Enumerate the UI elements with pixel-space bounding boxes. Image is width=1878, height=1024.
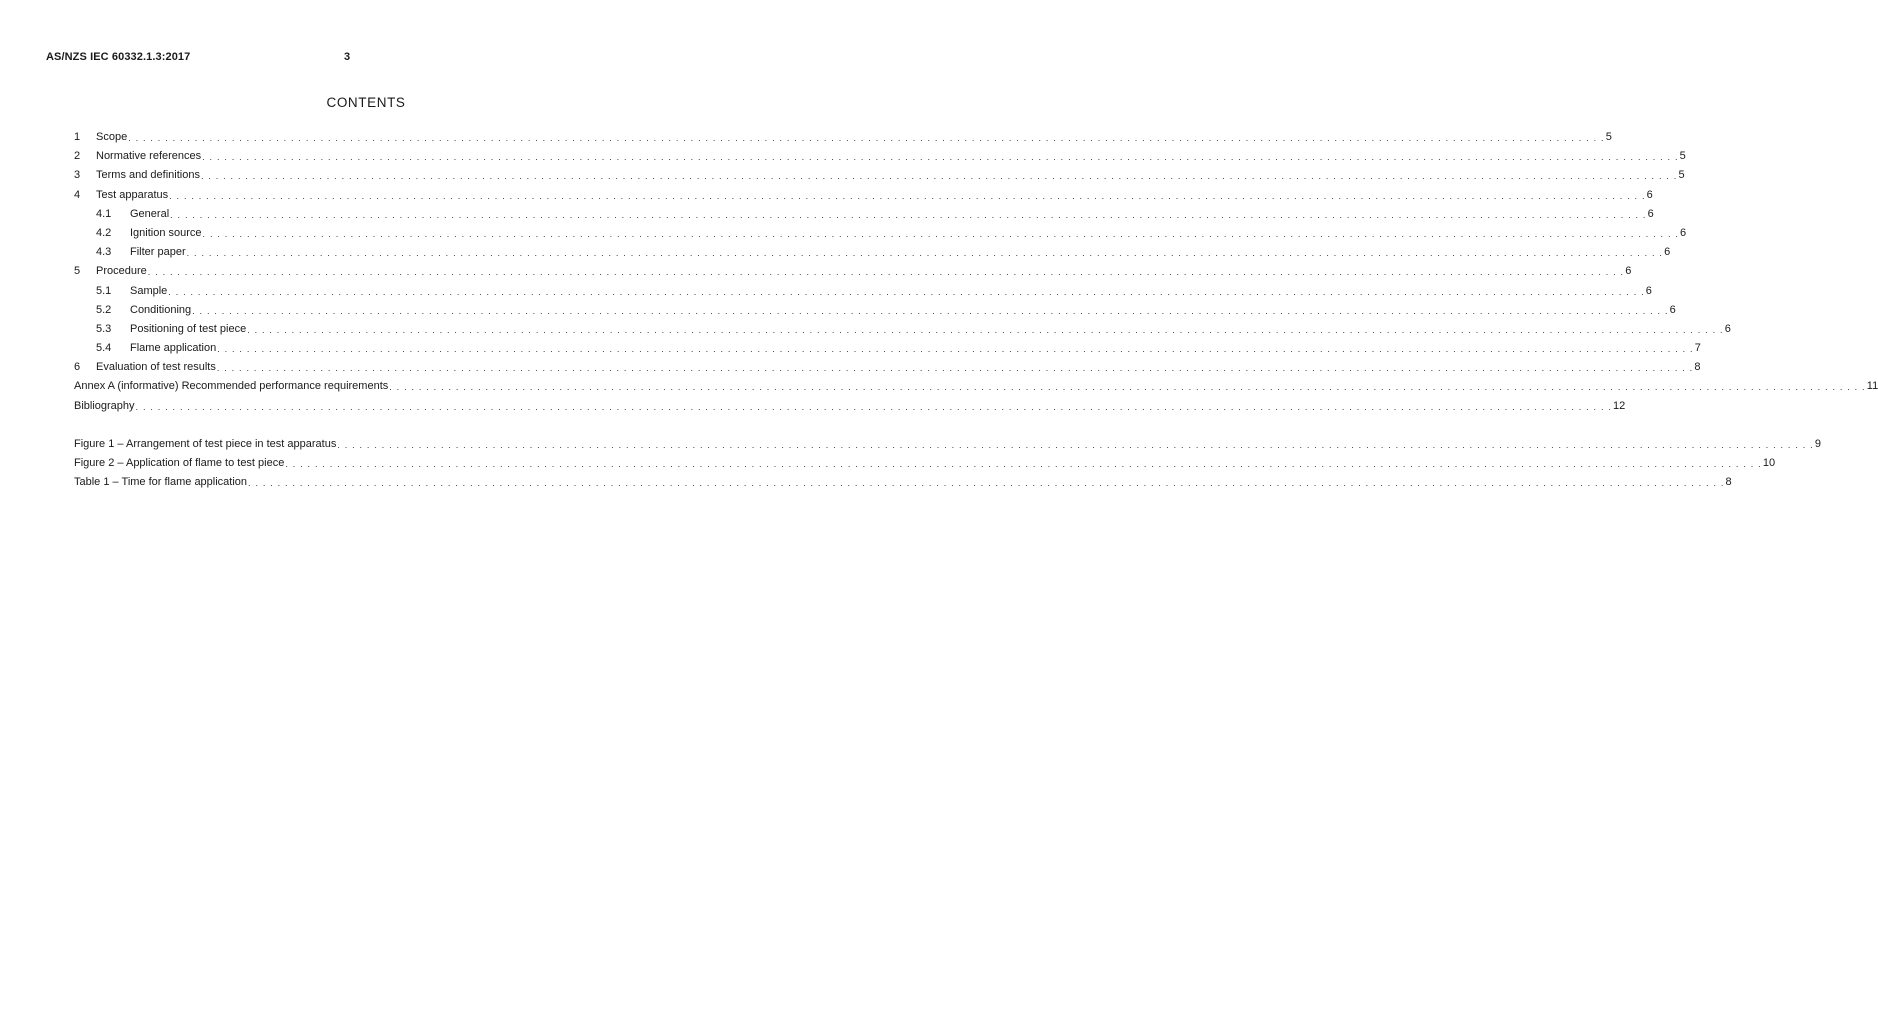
toc-entry[interactable]	[74, 188, 1653, 208]
toc-entry-title: Figure 2 – Application of flame to test piece	[74, 457, 285, 469]
toc-entry-title: Filter paper	[130, 246, 186, 259]
toc-entry[interactable]	[74, 265, 1632, 284]
toc-entry-title: Evaluation of test results	[96, 361, 216, 374]
toc-dot-leader: . . . . . . . . . . . . . . . . . . . . . . . . . . . . . . . . . . . . . . . . . . . . . . . . . . . . . . . . . . . . . . . . . . . . . . . . . . . . . . . . . . . . . . . . . . . . . . . . . . . . . . . . . . . . . . . . . . . . . . . . . . . . . . . . . . . . . . . . . . . . . . . . . . . . . . . . . . . . . . . . . . . . . . . . . . . . . . . . . . . . . . . . . . . . . . . . . . . . . . . .	[247, 324, 1724, 335]
toc-entry-number: 1	[74, 131, 81, 143]
toc-dot-leader: . . . . . . . . . . . . . . . . . . . . . . . . . . . . . . . . . . . . . . . . . . . . . . . . . . . . . . . . . . . . . . . . . . . . . . . . . . . . . . . . . . . . . . . . . . . . . . . . . . . . . . . . . . . . . . . . . . . . . . . . . . . . . . . . . . . . . . . . . . . . . . . . . . . . . . . . . . . . . . . . . . . . . . . . . . . . . . . . . . . . . . . . . . . . . . . . . . . . . . . .	[216, 363, 1694, 374]
toc-entry-page: 8	[1694, 361, 1701, 374]
toc-section-list	[74, 131, 1878, 419]
toc-entry[interactable]	[74, 284, 1652, 304]
toc-entry-page: 6	[1669, 303, 1676, 316]
standard-designation: AS/NZS IEC 60332.1.3:2017	[46, 51, 191, 63]
toc-entry-number: 5	[74, 265, 81, 278]
toc-entry-number: 3	[74, 169, 81, 182]
toc-entry-title: Figure 1 – Arrangement of test piece in test apparatus	[74, 437, 337, 450]
toc-entry-number: 5.2	[96, 303, 112, 316]
toc-entry-page: 5	[1679, 150, 1686, 163]
toc-entry-title: General	[130, 207, 170, 220]
toc-entry-title: Table 1 – Time for flame application	[74, 476, 248, 489]
toc-dot-leader: . . . . . . . . . . . . . . . . . . . . . . . . . . . . . . . . . . . . . . . . . . . . . . . . . . . . . . . . . . . . . . . . . . . . . . . . . . . . . . . . . . . . . . . . . . . . . . . . . . . . . . . . . . . . . . . . . . . . . . . . . . . . . . . . . . . . . . . . . . . . . . . . . . . . . . . . . . . . . . . . . . . . . . . . . . . . . . . . . . . . . . . . . . . . . . . . . . . . . . . .	[192, 305, 1669, 316]
toc-entry[interactable]	[74, 342, 1701, 361]
toc-entry[interactable]	[74, 246, 1671, 265]
toc-dot-leader: . . . . . . . . . . . . . . . . . . . . . . . . . . . . . . . . . . . . . . . . . . . . . . . . . . . . . . . . . . . . . . . . . . . . . . . . . . . . . . . . . . . . . . . . . . . . . . . . . . . . . . . . . . . . . . . . . . . . . . . . . . . . . . . . . . . . . . . . . . . . . . . . . . . . . . . . . . . . . . . . . . . . . . . . . . . . . . . . . . . . . . . . . . . . . . . . . . . . . . . .	[217, 344, 1694, 355]
toc-entry-page: 5	[1678, 169, 1685, 182]
toc-entry-title: Procedure	[96, 265, 147, 278]
toc-dot-leader: . . . . . . . . . . . . . . . . . . . . . . . . . . . . . . . . . . . . . . . . . . . . . . . . . . . . . . . . . . . . . . . . . . . . . . . . . . . . . . . . . . . . . . . . . . . . . . . . . . . . . . . . . . . . . . . . . . . . . . . . . . . . . . . . . . . . . . . . . . . . . . . . . . . . . . . . . . . . . . . . . . . . . . . . . . . . . . . . . . . . . . . . . . . . . . . . . . . . . . . .	[389, 382, 1866, 393]
toc-spacer	[74, 419, 626, 438]
toc-entry-page: 6	[1680, 226, 1687, 239]
toc-dot-leader: . . . . . . . . . . . . . . . . . . . . . . . . . . . . . . . . . . . . . . . . . . . . . . . . . . . . . . . . . . . . . . . . . . . . . . . . . . . . . . . . . . . . . . . . . . . . . . . . . . . . . . . . . . . . . . . . . . . . . . . . . . . . . . . . . . . . . . . . . . . . . . . . . . . . . . . . . . . . . . . . . . . . . . . . . . . . . . . . . . . . . . . . . . . . . . . . . . . . . . . .	[186, 248, 1664, 259]
toc-entry-number: 5.4	[96, 342, 112, 355]
toc-entry-page: 6	[1647, 207, 1654, 220]
toc-entry[interactable]	[74, 380, 1878, 399]
toc-entry-title: Terms and definitions	[96, 169, 200, 182]
toc-entry-title: Sample	[130, 284, 168, 297]
toc-entry-number: 5.3	[96, 322, 112, 335]
toc-entry-title: Bibliography	[74, 399, 135, 412]
toc-entry[interactable]	[74, 226, 1687, 246]
toc-dot-leader: . . . . . . . . . . . . . . . . . . . . . . . . . . . . . . . . . . . . . . . . . . . . . . . . . . . . . . . . . . . . . . . . . . . . . . . . . . . . . . . . . . . . . . . . . . . . . . . . . . . . . . . . . . . . . . . . . . . . . . . . . . . . . . . . . . . . . . . . . . . . . . . . . . . . . . . . . . . . . . . . . . . . . . . . . . . . . . . . . . . . . . . . . . . . . . . . . . . . . . . .	[200, 171, 1678, 182]
table-of-contents	[74, 131, 1878, 495]
toc-entry-title: Conditioning	[130, 303, 192, 316]
toc-entry-title: Positioning of test piece	[130, 322, 247, 335]
toc-entry[interactable]	[74, 150, 1686, 169]
toc-entry-page: 8	[1725, 476, 1732, 489]
toc-entry[interactable]	[74, 322, 1731, 342]
toc-figure-list	[74, 437, 1821, 496]
toc-dot-leader: . . . . . . . . . . . . . . . . . . . . . . . . . . . . . . . . . . . . . . . . . . . . . . . . . . . . . . . . . . . . . . . . . . . . . . . . . . . . . . . . . . . . . . . . . . . . . . . . . . . . . . . . . . . . . . . . . . . . . . . . . . . . . . . . . . . . . . . . . . . . . . . . . . . . . . . . . . . . . . . . . . . . . . . . . . . . . . . . . . . . . . . . . . . . . . . . . . . . . . . .	[169, 190, 1646, 201]
toc-dot-leader: . . . . . . . . . . . . . . . . . . . . . . . . . . . . . . . . . . . . . . . . . . . . . . . . . . . . . . . . . . . . . . . . . . . . . . . . . . . . . . . . . . . . . . . . . . . . . . . . . . . . . . . . . . . . . . . . . . . . . . . . . . . . . . . . . . . . . . . . . . . . . . . . . . . . . . . . . . . . . . . . . . . . . . . . . . . . . . . . . . . . . . . . . . . . . . . . . . . . . . . .	[128, 133, 1605, 143]
toc-entry[interactable]	[74, 361, 1701, 380]
toc-entry-number: 4.1	[96, 207, 112, 220]
toc-figure-entry[interactable]	[74, 437, 1821, 457]
toc-entry-page: 6	[1625, 265, 1632, 278]
toc-entry-page: 5	[1605, 131, 1612, 143]
toc-dot-leader: . . . . . . . . . . . . . . . . . . . . . . . . . . . . . . . . . . . . . . . . . . . . . . . . . . . . . . . . . . . . . . . . . . . . . . . . . . . . . . . . . . . . . . . . . . . . . . . . . . . . . . . . . . . . . . . . . . . . . . . . . . . . . . . . . . . . . . . . . . . . . . . . . . . . . . . . . . . . . . . . . . . . . . . . . . . . . . . . . . . . . . . . . . . . . . . . . . . . . . . .	[170, 209, 1647, 220]
toc-dot-leader: . . . . . . . . . . . . . . . . . . . . . . . . . . . . . . . . . . . . . . . . . . . . . . . . . . . . . . . . . . . . . . . . . . . . . . . . . . . . . . . . . . . . . . . . . . . . . . . . . . . . . . . . . . . . . . . . . . . . . . . . . . . . . . . . . . . . . . . . . . . . . . . . . . . . . . . . . . . . . . . . . . . . . . . . . . . . . . . . . . . . . . . . . . . . . . . . . . . . . . . .	[202, 152, 1679, 163]
toc-entry-title: Scope	[96, 131, 128, 143]
toc-entry[interactable]	[74, 169, 1685, 188]
toc-entry[interactable]	[74, 131, 1612, 150]
toc-entry-title: Annex A (informative) Recommended performance requirements	[74, 380, 389, 393]
toc-entry-title: Ignition source	[130, 226, 202, 239]
toc-entry-page: 7	[1694, 342, 1701, 355]
toc-entry-page: 6	[1724, 322, 1731, 335]
toc-dot-leader: . . . . . . . . . . . . . . . . . . . . . . . . . . . . . . . . . . . . . . . . . . . . . . . . . . . . . . . . . . . . . . . . . . . . . . . . . . . . . . . . . . . . . . . . . . . . . . . . . . . . . . . . . . . . . . . . . . . . . . . . . . . . . . . . . . . . . . . . . . . . . . . . . . . . . . . . . . . . . . . . . . . . . . . . . . . . . . . . . . . . . . . . . . . . . . . . . . . . . . . .	[202, 228, 1680, 239]
toc-entry-title: Flame application	[130, 342, 217, 355]
toc-dot-leader: . . . . . . . . . . . . . . . . . . . . . . . . . . . . . . . . . . . . . . . . . . . . . . . . . . . . . . . . . . . . . . . . . . . . . . . . . . . . . . . . . . . . . . . . . . . . . . . . . . . . . . . . . . . . . . . . . . . . . . . . . . . . . . . . . . . . . . . . . . . . . . . . . . . . . . . . . . . . . . . . . . . . . . . . . . . . . . . . . . . . . . . . . . . . . . . . . . . . . . . .	[337, 439, 1814, 450]
toc-entry-page: 12	[1613, 399, 1626, 412]
toc-entry-title: Test apparatus	[96, 188, 169, 201]
toc-entry-number: 5.1	[96, 284, 112, 297]
toc-entry-number: 4	[74, 188, 81, 201]
toc-entry[interactable]	[74, 303, 1676, 323]
toc-entry-title: Normative references	[96, 150, 202, 163]
toc-dot-leader: . . . . . . . . . . . . . . . . . . . . . . . . . . . . . . . . . . . . . . . . . . . . . . . . . . . . . . . . . . . . . . . . . . . . . . . . . . . . . . . . . . . . . . . . . . . . . . . . . . . . . . . . . . . . . . . . . . . . . . . . . . . . . . . . . . . . . . . . . . . . . . . . . . . . . . . . . . . . . . . . . . . . . . . . . . . . . . . . . . . . . . . . . . . . . . . . . . . . . . . .	[285, 459, 1762, 469]
toc-figure-entry[interactable]	[74, 457, 1776, 476]
toc-dot-leader: . . . . . . . . . . . . . . . . . . . . . . . . . . . . . . . . . . . . . . . . . . . . . . . . . . . . . . . . . . . . . . . . . . . . . . . . . . . . . . . . . . . . . . . . . . . . . . . . . . . . . . . . . . . . . . . . . . . . . . . . . . . . . . . . . . . . . . . . . . . . . . . . . . . . . . . . . . . . . . . . . . . . . . . . . . . . . . . . . . . . . . . . . . . . . . . . . . . . . . . .	[248, 478, 1725, 489]
toc-entry-page: 10	[1762, 457, 1776, 469]
toc-entry-number: 6	[74, 361, 81, 374]
toc-entry-number: 4.2	[96, 226, 112, 239]
toc-entry-page: 11	[1866, 380, 1878, 393]
toc-entry[interactable]	[74, 399, 1626, 419]
toc-dot-leader: . . . . . . . . . . . . . . . . . . . . . . . . . . . . . . . . . . . . . . . . . . . . . . . . . . . . . . . . . . . . . . . . . . . . . . . . . . . . . . . . . . . . . . . . . . . . . . . . . . . . . . . . . . . . . . . . . . . . . . . . . . . . . . . . . . . . . . . . . . . . . . . . . . . . . . . . . . . . . . . . . . . . . . . . . . . . . . . . . . . . . . . . . . . . . . . . . . . . . . . .	[135, 401, 1613, 412]
toc-figure-entry[interactable]	[74, 476, 1732, 495]
toc-dot-leader: . . . . . . . . . . . . . . . . . . . . . . . . . . . . . . . . . . . . . . . . . . . . . . . . . . . . . . . . . . . . . . . . . . . . . . . . . . . . . . . . . . . . . . . . . . . . . . . . . . . . . . . . . . . . . . . . . . . . . . . . . . . . . . . . . . . . . . . . . . . . . . . . . . . . . . . . . . . . . . . . . . . . . . . . . . . . . . . . . . . . . . . . . . . . . . . . . . . . . . . .	[147, 267, 1625, 278]
page-number: 3	[344, 51, 351, 63]
toc-entry-page: 6	[1645, 284, 1652, 297]
toc-entry[interactable]	[74, 207, 1654, 227]
toc-entry-page: 9	[1814, 437, 1821, 450]
toc-entry-page: 6	[1646, 188, 1653, 201]
contents-heading: CONTENTS	[326, 95, 406, 110]
toc-entry-number: 4.3	[96, 246, 112, 259]
toc-entry-page: 6	[1664, 246, 1671, 259]
toc-entry-number: 2	[74, 150, 81, 163]
toc-dot-leader: . . . . . . . . . . . . . . . . . . . . . . . . . . . . . . . . . . . . . . . . . . . . . . . . . . . . . . . . . . . . . . . . . . . . . . . . . . . . . . . . . . . . . . . . . . . . . . . . . . . . . . . . . . . . . . . . . . . . . . . . . . . . . . . . . . . . . . . . . . . . . . . . . . . . . . . . . . . . . . . . . . . . . . . . . . . . . . . . . . . . . . . . . . . . . . . . . . . . . . . .	[168, 286, 1645, 297]
